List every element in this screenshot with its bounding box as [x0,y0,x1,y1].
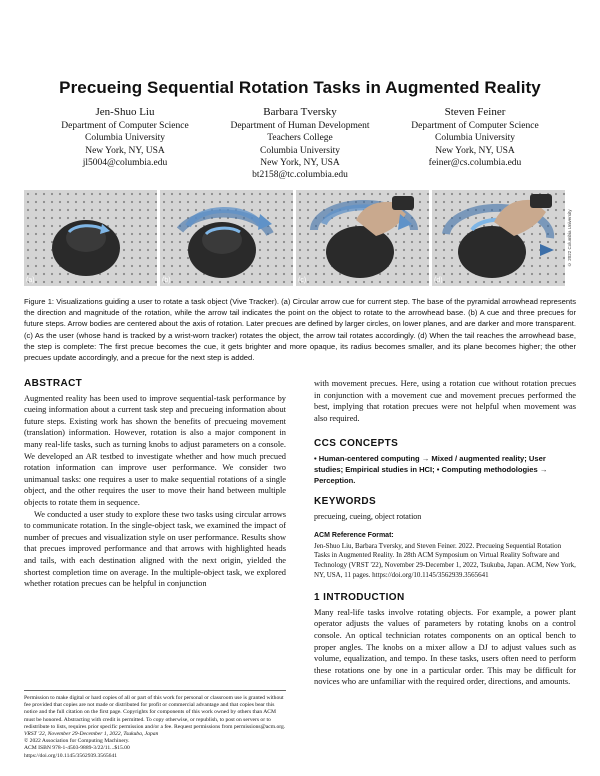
author-1 [40,106,210,181]
author-email[interactable]: bt2158@tc.columbia.edu [252,170,348,181]
conference-line: VRST '22, November 29-December 1, 2022, Tsukuba, Japan [24,731,159,738]
author-email[interactable]: jl5004@columbia.edu [82,157,168,168]
teaser-figure [24,190,566,286]
author-name: Steven Feiner [444,106,506,118]
figure-panel-c [296,190,429,286]
doi-link[interactable]: https://doi.org/10.1145/3562939.3565641 [24,752,118,759]
figure-panel-a [24,190,157,286]
author-3 [390,106,560,181]
abstract-paragraph-1: Augmented reality has been used to improve sequential-task performance by cueing information about a current task step and precueing information about future steps. Existing work has shown the benefits of precueing movement (translation) information. However, rotation is also a major component in many real-life tasks, such as turning knobs to adjust parameters on a console. We developed an AR testbed to investigate whether and how much precued rotation information can improve user performance. We consider two unimanual tasks: one requires a user to make sequential rotations of a single object, and the other requires the user to move their hand between multiple objects to rotate them in sequence. [24,393,286,507]
panel-b-illustration [160,190,293,286]
author-affil: Columbia University [85,133,165,144]
panel-label: (c) [298,277,307,284]
author-email[interactable]: feiner@cs.columbia.edu [428,157,522,168]
panel-label: (d) [434,277,443,284]
panel-c-illustration [296,190,429,286]
author-name: Jen-Shuo Liu [95,106,155,118]
author-affil: New York, NY, USA [435,145,515,156]
figure-caption: Figure 1: Visualizations guiding a user to rotate a task object (Vive Tracker). (a) Circular arrow cue for current step. The base of the pyramidal arrowhead represents the direction and magnitude of the rotation, while the arrow tail indicates the point on the object to rotate to the arrowhead base. (b) A cue and three precues for future steps. Arrow bodies are centered about the axis of rotation. Later precues are defined by larger circles, on lower planes, and are darker and more transparent. (c) As the user (whose hand is tracked by a wrist-worn tracker) rotates the object, the arrow tail rotates accordingly. (d) When the tail reaches the arrowhead base, the step is complete: The first precue becomes the cue, it gets brighter and more opaque, its radius becomes smaller, and its plane becomes higher; the other precues update accordingly, and a precue for the next step is added. [24,297,576,363]
ref-format-text: Jen-Shuo Liu, Barbara Tversky, and Steven Feiner. 2022. Precueing Sequential Rotation Tasks in Augmented Reality. In 28th ACM Symposium on Virtual Reality Software and Technology (VRST '22), November 29-December 1, 2022, Tsukuba, Japan. ACM, New York, NY, USA, 11 pages. https://doi.org/10.1145/3562939.3565641 [314,541,576,579]
ccs-heading: CCS CONCEPTS [314,438,399,450]
figure-panel-d [432,190,565,286]
panel-d-illustration [432,190,565,286]
ccs-text: • Human-centered computing → Mixed / augmented reality; User studies; Empirical studies in HCI; • Computing methodologies → Perception. [314,453,548,485]
abstract-continuation: with movement precues. Here, using a rotation cue without rotation precues in conjunction with a movement cue and movement precues performed the best, implying that rotation precues were not helpful when movement was also required. [314,379,576,423]
author-block [40,106,560,181]
panel-a-illustration [24,190,157,286]
author-name: Barbara Tversky [263,106,337,118]
keywords-text: precueing, cueing, object rotation [314,511,422,521]
figure-copyright: © 2022 Columbia University [567,209,572,267]
right-column [314,378,576,688]
isbn-line: ACM ISBN 978-1-4503-9889-3/22/11...$15.00 [24,745,130,752]
author-affil: Department of Computer Science [61,121,189,131]
left-column [24,378,286,590]
author-affil: Teachers College [267,133,333,144]
abstract-paragraph-2: We conducted a user study to explore these two tasks using circular arrows to communicate rotation. In the single-object task, we examined the impact of number of precues and visualization style on user performance. Results show that precues improved performance and that arrows with highlighted heads and tails, with each destination aligned with the next origin, yielded the shortest completion time on average. In the multiple-object task, we explored whether rotation precues can be helpful in conjunction [24,509,286,589]
intro-paragraph: Many real-life tasks involve rotating objects. For example, a power plant operator adjusts the values of parameters by rotating knobs on a control console. An optical technician rotates components on an optical bench to proper angles. The knobs on a mixer allow a DJ to adjust values such as volume, equalization, and tempo. In these tasks, users often need to perform these rotations one by one in a particular order. This may be difficult for novices who are unfamiliar with the required order, directions, and amounts. [314,607,576,687]
permission-block [24,690,286,760]
panel-label: (a) [26,277,35,284]
author-affil: Columbia University [260,145,340,156]
ref-format-heading: ACM Reference Format: [314,532,394,540]
author-affil: New York, NY, USA [85,145,165,156]
intro-heading: 1 INTRODUCTION [314,592,405,604]
permission-text: Permission to make digital or hard copies of all or part of this work for personal or classroom use is granted without fee provided that copies are not made or distributed for profit or commercial advantage and that copies bear this notice and the full citation on the first page. Copyrights for components of this work owned by others than ACM must be honored. Abstracting with credit is permitted. To copy otherwise, or republish, to post on servers or to redistribute to lists, requires prior specific permission and/or a fee. Request permissions from permissions@acm.org. [24,695,286,730]
figure-panel-b [160,190,293,286]
author-affil: Columbia University [435,133,515,144]
author-affil: New York, NY, USA [260,157,340,168]
author-affil: Department of Human Development [230,121,370,131]
abstract-heading: ABSTRACT [24,378,83,389]
keywords-heading: KEYWORDS [314,495,377,507]
author-affil: Department of Computer Science [411,121,539,131]
panel-label: (b) [162,277,171,284]
paper-title: Precueing Sequential Rotation Tasks in Augmented Reality [59,78,541,97]
copyright-line: © 2022 Association for Computing Machinery. [24,738,130,745]
author-2 [215,106,385,181]
